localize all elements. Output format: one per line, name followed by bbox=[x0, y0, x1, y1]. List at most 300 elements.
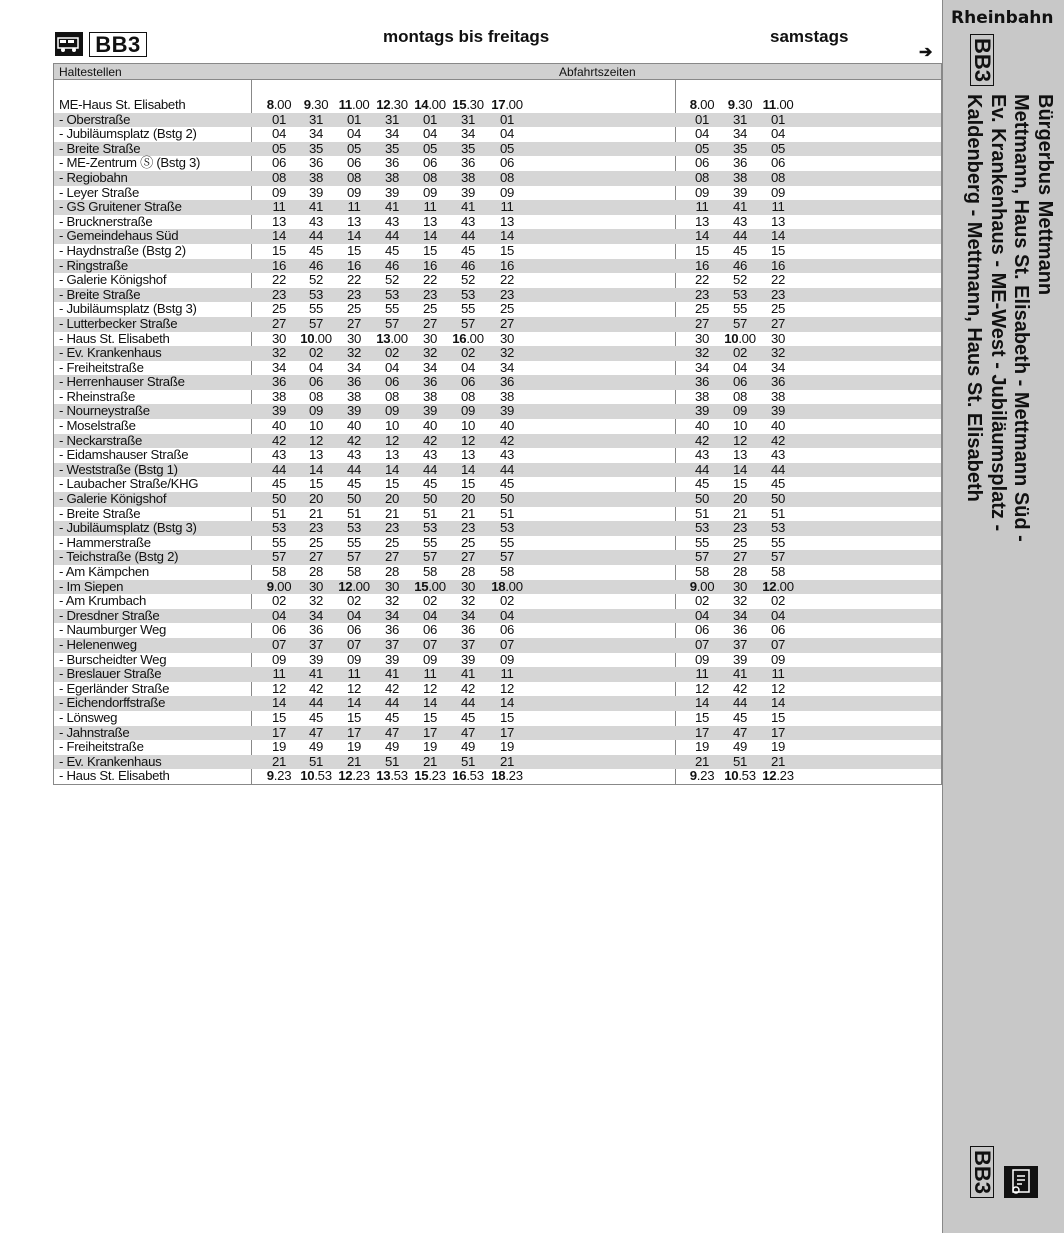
table-header bbox=[53, 63, 942, 80]
saturday-time: 41 bbox=[732, 666, 748, 682]
weekday-heading: montags bis freitags bbox=[383, 27, 550, 46]
saturday-time: 53 bbox=[770, 520, 786, 536]
weekday-time: 50 bbox=[271, 491, 287, 507]
weekday-time: 07 bbox=[346, 636, 362, 652]
saturday-time: 45 bbox=[770, 476, 786, 492]
saturday-time: 13 bbox=[694, 213, 710, 229]
saturday-time: 14 bbox=[694, 695, 710, 711]
table-row bbox=[54, 259, 941, 274]
weekday-time: 12.30 bbox=[376, 97, 408, 112]
table-row bbox=[54, 244, 941, 259]
table-row bbox=[54, 404, 941, 419]
table-row bbox=[54, 142, 941, 157]
stop-name: - Herrenhauser Straße bbox=[59, 374, 185, 390]
saturday-time: 57 bbox=[732, 315, 748, 331]
weekday-time: 38 bbox=[422, 388, 438, 404]
saturday-time: 55 bbox=[732, 301, 748, 317]
weekday-time: 06 bbox=[271, 155, 287, 171]
weekday-time: 13 bbox=[499, 213, 515, 229]
timetable bbox=[53, 63, 942, 785]
saturday-time: 17 bbox=[694, 724, 710, 740]
weekday-time: 38 bbox=[271, 388, 287, 404]
weekday-time: 9.30 bbox=[303, 97, 329, 112]
weekday-time: 15 bbox=[499, 709, 515, 725]
weekday-time: 55 bbox=[384, 301, 400, 317]
weekday-time: 57 bbox=[460, 315, 476, 331]
weekday-time: 08 bbox=[384, 388, 400, 404]
saturday-time: 28 bbox=[732, 564, 748, 579]
saturday-time: 11 bbox=[771, 666, 785, 682]
saturday-time: 44 bbox=[770, 461, 786, 477]
stop-name: - Ringstraße bbox=[59, 257, 128, 273]
weekday-time: 52 bbox=[308, 272, 324, 288]
weekday-time: 50 bbox=[499, 491, 515, 507]
table-row bbox=[54, 755, 941, 770]
saturday-time: 8.00 bbox=[689, 97, 715, 112]
saturday-time: 52 bbox=[732, 272, 748, 288]
weekday-time: 45 bbox=[308, 242, 324, 258]
saturday-time: 08 bbox=[694, 169, 710, 185]
stop-name: - Regiobahn bbox=[59, 169, 128, 185]
weekday-time: 45 bbox=[384, 242, 400, 258]
saturday-time: 17 bbox=[770, 724, 786, 740]
saturday-time: 27 bbox=[732, 549, 748, 565]
saturday-time: 50 bbox=[770, 491, 786, 507]
saturday-time: 44 bbox=[694, 461, 710, 477]
weekday-time: 17 bbox=[422, 724, 438, 740]
saturday-time: 01 bbox=[770, 111, 786, 127]
weekday-time: 34 bbox=[271, 359, 287, 375]
stop-name: - Galerie Königshof bbox=[59, 491, 167, 507]
weekday-time: 21 bbox=[308, 505, 324, 521]
weekday-time: 10 bbox=[308, 418, 324, 434]
weekday-time: 31 bbox=[460, 111, 476, 127]
weekday-time: 38 bbox=[460, 169, 476, 185]
weekday-time: 13 bbox=[308, 447, 324, 463]
saturday-time: 42 bbox=[770, 432, 786, 448]
weekday-time: 14 bbox=[499, 228, 515, 244]
stop-name: - Jubiläumsplatz (Bstg 3) bbox=[59, 301, 197, 317]
table-row bbox=[54, 302, 941, 317]
weekday-time: 04 bbox=[460, 359, 476, 375]
stop-name: - Moselstraße bbox=[59, 418, 136, 434]
weekday-time: 31 bbox=[384, 111, 400, 127]
weekday-time: 43 bbox=[308, 213, 324, 229]
weekday-time: 40 bbox=[271, 418, 287, 434]
table-row bbox=[54, 580, 941, 595]
weekday-time: 30 bbox=[271, 330, 287, 346]
weekday-time: 12 bbox=[499, 680, 515, 696]
weekday-time: 34 bbox=[422, 359, 438, 375]
stop-name: - Eichendorffstraße bbox=[59, 695, 166, 711]
saturday-time: 45 bbox=[732, 709, 748, 725]
weekday-time: 40 bbox=[422, 418, 438, 434]
weekday-time: 09 bbox=[384, 403, 400, 419]
saturday-time: 36 bbox=[732, 155, 748, 171]
weekday-time: 28 bbox=[308, 564, 324, 579]
saturday-time: 31 bbox=[732, 111, 748, 127]
weekday-time: 53 bbox=[271, 520, 287, 536]
weekday-time: 15.00 bbox=[414, 578, 446, 594]
saturday-time: 45 bbox=[732, 242, 748, 258]
weekday-time: 9.23 bbox=[266, 768, 292, 784]
saturday-time: 09 bbox=[732, 403, 748, 419]
saturday-time: 09 bbox=[694, 651, 710, 667]
weekday-time: 06 bbox=[346, 155, 362, 171]
weekday-time: 11 bbox=[500, 666, 514, 682]
weekday-time: 01 bbox=[271, 111, 287, 127]
table-row bbox=[54, 653, 941, 668]
saturday-time: 22 bbox=[770, 272, 786, 288]
saturday-time: 01 bbox=[694, 111, 710, 127]
stop-name: - Lönsweg bbox=[59, 709, 118, 725]
stop-name: - Teichstraße (Bstg 2) bbox=[59, 549, 179, 565]
weekday-time: 12 bbox=[271, 680, 287, 696]
weekday-time: 43 bbox=[346, 447, 362, 463]
saturday-time: 44 bbox=[732, 695, 748, 711]
saturday-time: 41 bbox=[732, 199, 748, 215]
saturday-time: 04 bbox=[770, 126, 786, 142]
weekday-time: 23 bbox=[460, 520, 476, 536]
weekday-time: 51 bbox=[384, 753, 400, 769]
saturday-time: 14 bbox=[694, 228, 710, 244]
saturday-time: 04 bbox=[694, 607, 710, 623]
weekday-time: 19 bbox=[271, 739, 287, 755]
stop-name: - Galerie Königshof bbox=[59, 272, 167, 288]
table-row bbox=[54, 113, 941, 128]
weekday-time: 08 bbox=[308, 388, 324, 404]
weekday-time: 47 bbox=[308, 724, 324, 740]
weekday-time: 13 bbox=[422, 213, 438, 229]
weekday-time: 10 bbox=[460, 418, 476, 434]
weekday-time: 52 bbox=[460, 272, 476, 288]
weekday-time: 42 bbox=[499, 432, 515, 448]
weekday-time: 57 bbox=[499, 549, 515, 565]
weekday-time: 21 bbox=[346, 753, 362, 769]
weekday-time: 36 bbox=[384, 155, 400, 171]
weekday-time: 39 bbox=[308, 184, 324, 200]
weekday-time: 15.30 bbox=[452, 97, 484, 112]
saturday-time: 02 bbox=[770, 593, 786, 609]
bus-icon bbox=[55, 32, 83, 56]
weekday-time: 39 bbox=[499, 403, 515, 419]
weekday-time: 17 bbox=[346, 724, 362, 740]
weekday-time: 08 bbox=[271, 169, 287, 185]
stop-name: - Ev. Krankenhaus bbox=[59, 345, 162, 361]
weekday-time: 25 bbox=[308, 534, 324, 550]
weekday-time: 53 bbox=[346, 520, 362, 536]
weekday-time: 17.00 bbox=[491, 97, 523, 112]
saturday-time: 23 bbox=[770, 286, 786, 302]
weekday-time: 04 bbox=[384, 359, 400, 375]
saturday-time: 25 bbox=[770, 301, 786, 317]
weekday-time: 25 bbox=[499, 301, 515, 317]
weekday-time: 08 bbox=[422, 169, 438, 185]
weekday-time: 12 bbox=[346, 680, 362, 696]
weekday-time: 12 bbox=[422, 680, 438, 696]
weekday-time: 20 bbox=[308, 491, 324, 507]
table-row bbox=[54, 98, 941, 113]
weekday-time: 42 bbox=[384, 680, 400, 696]
weekday-time: 55 bbox=[308, 301, 324, 317]
weekday-time: 51 bbox=[271, 505, 287, 521]
saturday-time: 05 bbox=[770, 140, 786, 156]
saturday-time: 42 bbox=[732, 680, 748, 696]
weekday-time: 08 bbox=[460, 388, 476, 404]
table-row bbox=[54, 419, 941, 434]
stop-name: - Haydnstraße (Bstg 2) bbox=[59, 242, 186, 258]
table-row bbox=[54, 317, 941, 332]
weekday-time: 42 bbox=[271, 432, 287, 448]
stop-name: - Breite Straße bbox=[59, 505, 141, 521]
timetable-header bbox=[0, 0, 942, 62]
weekday-time: 51 bbox=[308, 753, 324, 769]
saturday-time: 51 bbox=[732, 753, 748, 769]
weekday-time: 27 bbox=[422, 315, 438, 331]
weekday-time: 14 bbox=[499, 695, 515, 711]
weekday-time: 15.23 bbox=[414, 768, 446, 784]
route-title-line: Kaldenberg - Mettmann, Haus St. Elisabeth bbox=[963, 94, 985, 502]
weekday-time: 42 bbox=[346, 432, 362, 448]
saturday-time: 23 bbox=[694, 286, 710, 302]
saturday-time: 21 bbox=[694, 753, 710, 769]
weekday-time: 04 bbox=[271, 126, 287, 142]
table-row bbox=[54, 769, 941, 784]
weekday-time: 44 bbox=[308, 695, 324, 711]
weekday-time: 53 bbox=[499, 520, 515, 536]
weekday-time: 15 bbox=[422, 709, 438, 725]
weekday-time: 02 bbox=[422, 593, 438, 609]
table-row bbox=[54, 332, 941, 347]
weekday-time: 44 bbox=[499, 461, 515, 477]
weekday-time: 16.53 bbox=[452, 768, 484, 784]
stop-name: - Naumburger Weg bbox=[59, 622, 167, 638]
side-line-box: BB3 bbox=[970, 34, 994, 86]
weekday-time: 45 bbox=[346, 476, 362, 492]
table-row bbox=[54, 565, 941, 580]
saturday-time: 40 bbox=[694, 418, 710, 434]
table-row bbox=[54, 346, 941, 361]
weekday-time: 25 bbox=[422, 301, 438, 317]
weekday-time: 20 bbox=[384, 491, 400, 507]
saturday-time: 06 bbox=[694, 155, 710, 171]
weekday-time: 11 bbox=[423, 666, 437, 682]
weekday-time: 12.00 bbox=[338, 578, 370, 594]
stop-name: - Laubacher Straße/KHG bbox=[59, 476, 199, 492]
weekday-time: 15 bbox=[384, 476, 400, 492]
saturday-time: 39 bbox=[732, 651, 748, 667]
saturday-time: 37 bbox=[732, 636, 748, 652]
weekday-time: 10 bbox=[384, 418, 400, 434]
weekday-time: 43 bbox=[460, 213, 476, 229]
weekday-time: 01 bbox=[499, 111, 515, 127]
weekday-time: 51 bbox=[346, 505, 362, 521]
saturday-time: 39 bbox=[732, 184, 748, 200]
weekday-time: 01 bbox=[346, 111, 362, 127]
saturday-time: 12 bbox=[694, 680, 710, 696]
stop-name: - Egerländer Straße bbox=[59, 680, 170, 696]
weekday-time: 25 bbox=[384, 534, 400, 550]
saturday-time: 32 bbox=[732, 593, 748, 609]
weekday-time: 08 bbox=[346, 169, 362, 185]
saturday-time: 42 bbox=[694, 432, 710, 448]
weekday-time: 34 bbox=[308, 126, 324, 142]
weekday-time: 58 bbox=[499, 564, 515, 579]
stop-name: - Freiheitstraße bbox=[59, 739, 144, 755]
saturday-time: 11.00 bbox=[762, 97, 794, 112]
weekday-time: 11 bbox=[500, 199, 514, 215]
weekday-time: 02 bbox=[499, 593, 515, 609]
weekday-time: 38 bbox=[308, 169, 324, 185]
stop-name: - Rheinstraße bbox=[59, 388, 135, 404]
weekday-time: 01 bbox=[422, 111, 438, 127]
saturday-time: 34 bbox=[770, 359, 786, 375]
saturday-time: 14 bbox=[770, 228, 786, 244]
weekday-time: 55 bbox=[460, 301, 476, 317]
weekday-time: 39 bbox=[271, 403, 287, 419]
weekday-time: 35 bbox=[384, 140, 400, 156]
weekday-time: 14 bbox=[422, 695, 438, 711]
weekday-time: 55 bbox=[346, 534, 362, 550]
weekday-time: 58 bbox=[422, 564, 438, 579]
timetable-icon bbox=[1004, 1166, 1038, 1198]
saturday-time: 15 bbox=[770, 709, 786, 725]
weekday-time: 50 bbox=[422, 491, 438, 507]
weekday-time: 02 bbox=[308, 345, 324, 361]
weekday-time: 34 bbox=[460, 126, 476, 142]
weekday-time: 28 bbox=[384, 564, 400, 579]
weekday-time: 11 bbox=[423, 199, 437, 215]
weekday-time: 12.23 bbox=[338, 768, 370, 784]
weekday-time: 11 bbox=[272, 199, 286, 215]
weekday-time: 32 bbox=[308, 593, 324, 609]
saturday-time: 53 bbox=[694, 520, 710, 536]
saturday-time: 36 bbox=[694, 374, 710, 390]
saturday-time: 34 bbox=[732, 607, 748, 623]
saturday-time: 53 bbox=[732, 286, 748, 302]
weekday-time: 06 bbox=[422, 155, 438, 171]
stop-name: - Im Siepen bbox=[59, 578, 124, 594]
weekday-time: 37 bbox=[384, 636, 400, 652]
weekday-time: 11 bbox=[347, 199, 361, 215]
weekday-time: 47 bbox=[460, 724, 476, 740]
weekday-time: 28 bbox=[460, 564, 476, 579]
weekday-time: 09 bbox=[308, 403, 324, 419]
weekday-time: 36 bbox=[422, 374, 438, 390]
saturday-heading: samstags bbox=[770, 27, 849, 46]
weekday-time: 30 bbox=[384, 578, 400, 594]
weekday-time: 55 bbox=[422, 534, 438, 550]
weekday-time: 41 bbox=[460, 666, 476, 682]
weekday-time: 14.00 bbox=[414, 97, 446, 112]
saturday-time: 16 bbox=[770, 257, 786, 273]
weekday-time: 18.23 bbox=[491, 768, 523, 784]
weekday-time: 43 bbox=[384, 213, 400, 229]
weekday-time: 05 bbox=[422, 140, 438, 156]
weekday-time: 12 bbox=[384, 432, 400, 448]
table-row bbox=[54, 594, 941, 609]
stop-name: - ME-Zentrum Ⓢ (Bstg 3) bbox=[59, 155, 201, 171]
weekday-time: 30 bbox=[308, 578, 324, 594]
weekday-time: 09 bbox=[271, 184, 287, 200]
saturday-time: 57 bbox=[770, 549, 786, 565]
weekday-time: 32 bbox=[499, 345, 515, 361]
weekday-time: 17 bbox=[271, 724, 287, 740]
table-row bbox=[54, 171, 941, 186]
weekday-time: 55 bbox=[271, 534, 287, 550]
stop-name: - Am Kämpchen bbox=[59, 564, 149, 579]
saturday-time: 39 bbox=[770, 403, 786, 419]
stop-name: - Nourneystraße bbox=[59, 403, 150, 419]
weekday-time: 45 bbox=[271, 476, 287, 492]
weekday-time: 15 bbox=[346, 242, 362, 258]
weekday-time: 45 bbox=[460, 242, 476, 258]
weekday-time: 10.00 bbox=[300, 330, 332, 346]
saturday-time: 10.00 bbox=[724, 330, 756, 346]
weekday-time: 23 bbox=[499, 286, 515, 302]
weekday-time: 04 bbox=[499, 607, 515, 623]
weekday-time: 44 bbox=[346, 461, 362, 477]
footer-line-box: BB3 bbox=[970, 1146, 994, 1198]
weekday-time: 11 bbox=[272, 666, 286, 682]
weekday-time: 39 bbox=[460, 651, 476, 667]
weekday-time: 38 bbox=[346, 388, 362, 404]
weekday-time: 14 bbox=[271, 695, 287, 711]
saturday-time: 11 bbox=[771, 199, 785, 215]
saturday-time: 04 bbox=[732, 359, 748, 375]
weekday-time: 12 bbox=[308, 432, 324, 448]
table-row bbox=[54, 638, 941, 653]
stop-name: - Jahnstraße bbox=[59, 724, 130, 740]
saturday-time: 04 bbox=[770, 607, 786, 623]
weekday-time: 02 bbox=[271, 593, 287, 609]
weekday-time: 39 bbox=[384, 184, 400, 200]
saturday-time: 30 bbox=[770, 330, 786, 346]
saturday-time: 9.30 bbox=[727, 97, 753, 112]
weekday-time: 53 bbox=[422, 520, 438, 536]
weekday-time: 43 bbox=[422, 447, 438, 463]
weekday-time: 45 bbox=[308, 709, 324, 725]
stop-name: - Jubiläumsplatz (Bstg 3) bbox=[59, 520, 197, 536]
weekday-time: 21 bbox=[384, 505, 400, 521]
weekday-time: 39 bbox=[460, 184, 476, 200]
weekday-time: 23 bbox=[384, 520, 400, 536]
saturday-time: 51 bbox=[694, 505, 710, 521]
weekday-time: 40 bbox=[499, 418, 515, 434]
weekday-time: 18.00 bbox=[491, 578, 523, 594]
weekday-time: 07 bbox=[499, 636, 515, 652]
weekday-time: 23 bbox=[346, 286, 362, 302]
weekday-time: 47 bbox=[384, 724, 400, 740]
saturday-time: 39 bbox=[694, 403, 710, 419]
weekday-time: 46 bbox=[384, 257, 400, 273]
weekday-time: 53 bbox=[308, 286, 324, 302]
table-row bbox=[54, 200, 941, 215]
weekday-time: 30 bbox=[346, 330, 362, 346]
weekday-time: 05 bbox=[271, 140, 287, 156]
weekday-time: 38 bbox=[384, 169, 400, 185]
saturday-time: 43 bbox=[732, 213, 748, 229]
table-row bbox=[54, 390, 941, 405]
stop-name: - Weststraße (Bstg 1) bbox=[59, 461, 178, 477]
saturday-time: 36 bbox=[732, 622, 748, 638]
times-column-header: Abfahrtszeiten bbox=[559, 65, 636, 79]
stop-name: - Gemeindehaus Süd bbox=[59, 228, 179, 244]
weekday-time: 04 bbox=[422, 126, 438, 142]
saturday-time: 57 bbox=[694, 549, 710, 565]
weekday-time: 41 bbox=[308, 199, 324, 215]
weekday-time: 58 bbox=[346, 564, 362, 579]
